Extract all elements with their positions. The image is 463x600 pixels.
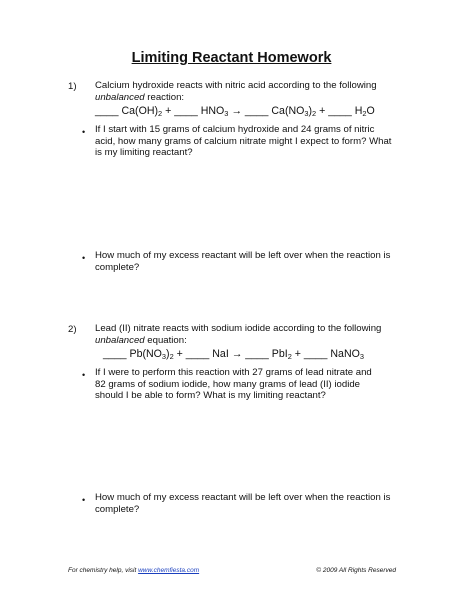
eq2-reactant1-sub: 3	[161, 352, 167, 361]
question-1-intro-line2	[95, 92, 425, 104]
question-2b-text: How much of my excess reactant will be left over when the reaction is complete?	[95, 492, 391, 515]
eq2-blank: ____	[103, 348, 130, 360]
question-2-intro-line2	[95, 335, 425, 347]
question-2-intro-line2-rest: equation:	[144, 334, 187, 346]
question-2-equation	[103, 348, 364, 361]
page-title: Limiting Reactant Homework	[131, 50, 332, 66]
eq2-reactant1-close: )	[166, 348, 170, 360]
eq1-product2-sub: 2	[362, 109, 367, 118]
eq1-product2: H	[354, 105, 363, 117]
eq1-plus: + ____	[162, 105, 201, 117]
eq2-product2: NaNO	[330, 348, 360, 360]
eq2-product1: PbI	[271, 348, 288, 360]
question-2-unbalanced: unbalanced	[95, 334, 145, 346]
eq2-reactant1: Pb(NO	[129, 348, 162, 360]
bullet-icon: •	[82, 370, 86, 380]
footer-left	[68, 567, 199, 574]
question-2a-text: If I were to perform this reaction with 27 grams of lead nitrate and 82 grams of sodium iodide, how many grams of lead (II) iodide should I be able to form? What is my limiting reactant?	[95, 367, 372, 401]
question-1-intro-line2-rest: reaction:	[144, 91, 185, 103]
footer-help-text: For chemistry help, visit	[68, 567, 139, 574]
question-1a-text: If I start with 15 grams of calcium hydroxide and 24 grams of nitric acid, how many grams of calcium nitrate might I expect to form? What is my limiting reactant?	[95, 124, 392, 158]
eq2-plus2: + ____	[291, 348, 331, 360]
eq1-product2-end: O	[366, 105, 375, 117]
eq1-product1-sub2: 2	[312, 109, 317, 118]
eq2-product2-sub: 3	[359, 352, 364, 361]
eq2-arrow: → ____	[228, 348, 272, 360]
question-1-unbalanced: unbalanced	[95, 91, 145, 103]
eq1-reactant2: HNO	[200, 105, 225, 117]
eq1-reactant1-sub: 2	[158, 109, 163, 118]
eq2-reactant2: NaI	[212, 348, 229, 360]
bullet-icon: •	[82, 253, 86, 263]
footer-copyright: © 2009 All Rights Reserved	[316, 567, 396, 574]
question-2-intro	[95, 323, 425, 346]
eq2-product1-sub: 2	[287, 352, 292, 361]
bullet-icon: •	[82, 127, 86, 137]
question-1-intro-line1: Calcium hydroxide reacts with nitric acid according to the following	[95, 80, 377, 91]
eq2-plus: + ____	[173, 348, 213, 360]
question-2-intro-line1: Lead (II) nitrate reacts with sodium iodide according to the following	[95, 323, 382, 334]
eq1-reactant2-sub: 3	[224, 109, 229, 118]
eq2-reactant1-sub2: 2	[169, 352, 174, 361]
question-2-number: 2)	[68, 324, 77, 335]
eq1-reactant1: Ca(OH)	[121, 105, 159, 117]
footer-website-link[interactable]: www.chemfiesta.com	[138, 567, 200, 574]
eq1-blank: ____	[95, 105, 122, 117]
question-1-number: 1)	[68, 81, 77, 92]
question-1-equation	[95, 105, 375, 118]
eq1-product1-sub: 3	[304, 109, 309, 118]
eq1-arrow: → ____	[228, 105, 272, 117]
eq1-product1: Ca(NO	[271, 105, 305, 117]
eq1-plus2: + ____	[316, 105, 355, 117]
bullet-icon: •	[82, 495, 86, 505]
question-1-intro	[95, 80, 425, 103]
eq1-product1-close: )	[308, 105, 313, 117]
question-1b-text: How much of my excess reactant will be left over when the reaction is complete?	[95, 250, 391, 273]
